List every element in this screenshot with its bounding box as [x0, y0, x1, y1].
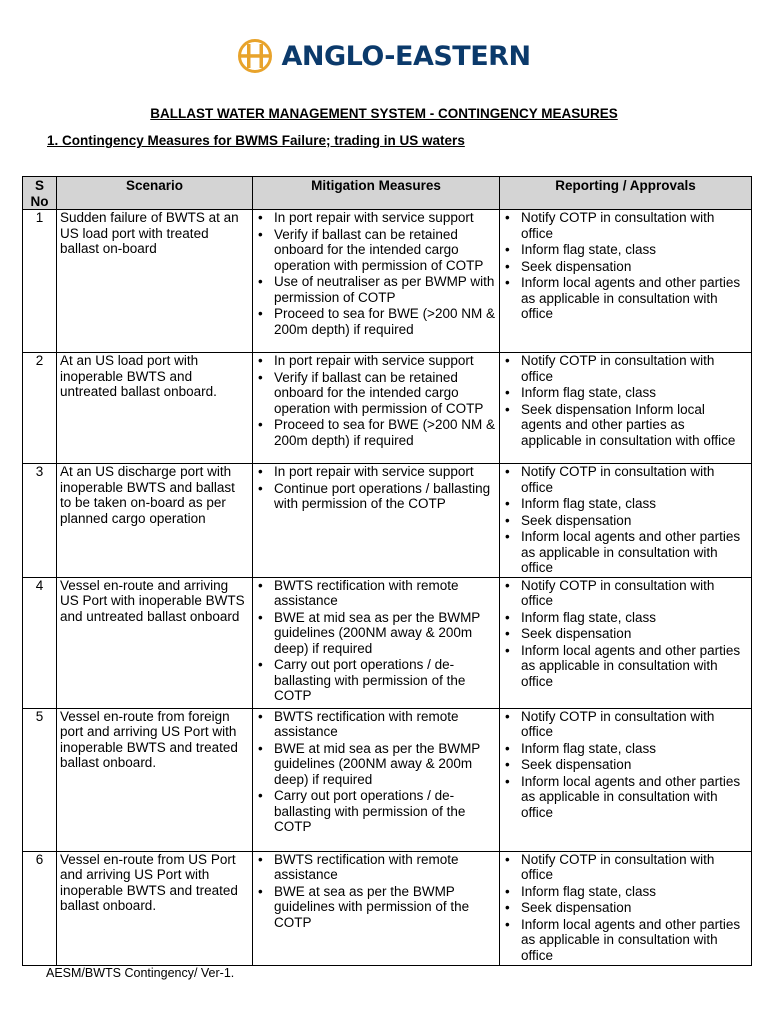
scenario-cell: Sudden failure of BWTS at an US load port with treated ballast on-board	[57, 210, 253, 353]
mitigation-item: • BWTS rectification with remote assistance	[256, 852, 496, 883]
reporting-item: • Inform flag state, class	[503, 884, 748, 900]
reporting-list	[503, 210, 748, 322]
reporting-item: • Inform local agents and other parties as applicable in consultation with office	[503, 275, 748, 322]
reporting-list	[503, 464, 748, 576]
reporting-item: • Notify COTP in consultation with office	[503, 353, 748, 384]
mitigation-item: • In port repair with service support	[256, 353, 496, 369]
reporting-cell	[500, 464, 752, 578]
mitigation-list	[256, 464, 496, 512]
row-number: 5	[23, 708, 57, 851]
mitigation-item: • In port repair with service support	[256, 464, 496, 480]
reporting-item: • Seek dispensation	[503, 259, 748, 275]
mitigation-list	[256, 210, 496, 337]
column-header-mitigation: Mitigation Measures	[253, 177, 500, 210]
mitigation-item: • Carry out port operations / de-ballasting with permission of the COTP	[256, 657, 496, 704]
anglo-eastern-mark-icon	[237, 38, 273, 74]
reporting-cell	[500, 353, 752, 464]
reporting-cell	[500, 210, 752, 353]
section-heading: 1. Contingency Measures for BWMS Failure; trading in US waters	[47, 133, 465, 148]
mitigation-item: • Verify if ballast can be retained onboard for the intended cargo operation with permission of COTP	[256, 227, 496, 274]
reporting-item: • Seek dispensation	[503, 900, 748, 916]
mitigation-list	[256, 353, 496, 448]
table-body	[23, 210, 752, 966]
mitigation-cell	[253, 708, 500, 851]
mitigation-cell	[253, 577, 500, 708]
logo-text: ANGLO-EASTERN	[281, 40, 531, 72]
scenario-cell: Vessel en-route from foreign port and arriving US Port with inoperable BWTS and treated ballast onboard.	[57, 708, 253, 851]
column-header-sno: S No	[23, 177, 57, 210]
mitigation-item: • Use of neutraliser as per BWMP with permission of COTP	[256, 274, 496, 305]
table-row	[23, 851, 752, 965]
reporting-cell	[500, 708, 752, 851]
table-row	[23, 353, 752, 464]
mitigation-list	[256, 852, 496, 931]
mitigation-cell	[253, 210, 500, 353]
mitigation-item: • BWE at mid sea as per the BWMP guidelines (200NM away & 200m deep) if required	[256, 610, 496, 657]
row-number: 2	[23, 353, 57, 464]
reporting-item: • Inform flag state, class	[503, 242, 748, 258]
reporting-item: • Notify COTP in consultation with office	[503, 709, 748, 740]
reporting-list	[503, 709, 748, 821]
reporting-item: • Notify COTP in consultation with office	[503, 210, 748, 241]
mitigation-item: • BWTS rectification with remote assistance	[256, 709, 496, 740]
reporting-item: • Seek dispensation	[503, 513, 748, 529]
reporting-item: • Seek dispensation	[503, 626, 748, 642]
reporting-list	[503, 852, 748, 964]
company-logo	[0, 36, 768, 76]
mitigation-item: • BWTS rectification with remote assistance	[256, 578, 496, 609]
column-header-reporting: Reporting / Approvals	[500, 177, 752, 210]
mitigation-cell	[253, 353, 500, 464]
reporting-item: • Inform local agents and other parties as applicable in consultation with office	[503, 643, 748, 690]
row-number: 3	[23, 464, 57, 578]
table-row	[23, 577, 752, 708]
table-header-row	[23, 177, 752, 210]
footer-version: AESM/BWTS Contingency/ Ver-1.	[46, 966, 235, 980]
scenario-cell: At an US load port with inoperable BWTS and untreated ballast onboard.	[57, 353, 253, 464]
reporting-item: • Notify COTP in consultation with office	[503, 852, 748, 883]
row-number: 6	[23, 851, 57, 965]
scenario-cell: Vessel en-route and arriving US Port with inoperable BWTS and untreated ballast onboard	[57, 577, 253, 708]
scenario-cell: Vessel en-route from US Port and arriving US Port with inoperable BWTS and treated ballast onboard.	[57, 851, 253, 965]
reporting-list	[503, 578, 748, 690]
mitigation-list	[256, 709, 496, 835]
reporting-item: • Inform flag state, class	[503, 741, 748, 757]
mitigation-item: • BWE at mid sea as per the BWMP guidelines (200NM away & 200m deep) if required	[256, 741, 496, 788]
reporting-item: • Inform flag state, class	[503, 496, 748, 512]
mitigation-item: • Proceed to sea for BWE (>200 NM & 200m depth) if required	[256, 306, 496, 337]
mitigation-list	[256, 578, 496, 704]
reporting-item: • Inform local agents and other parties as applicable in consultation with office	[503, 529, 748, 576]
reporting-item: • Seek dispensation	[503, 757, 748, 773]
row-number: 4	[23, 577, 57, 708]
reporting-item: • Inform flag state, class	[503, 385, 748, 401]
reporting-cell	[500, 577, 752, 708]
mitigation-cell	[253, 464, 500, 578]
reporting-list	[503, 353, 748, 448]
column-header-scenario: Scenario	[57, 177, 253, 210]
mitigation-item: • In port repair with service support	[256, 210, 496, 226]
table-row	[23, 464, 752, 578]
document-title: BALLAST WATER MANAGEMENT SYSTEM - CONTINGENCY MEASURES	[150, 106, 618, 121]
row-number: 1	[23, 210, 57, 353]
mitigation-item: • Carry out port operations / de-ballasting with permission of the COTP	[256, 788, 496, 835]
scenario-cell: At an US discharge port with inoperable BWTS and ballast to be taken on-board as per planned cargo operation	[57, 464, 253, 578]
mitigation-item: • Continue port operations / ballasting with permission of the COTP	[256, 481, 496, 512]
reporting-item: • Inform local agents and other parties as applicable in consultation with office	[503, 917, 748, 964]
reporting-item: • Inform local agents and other parties as applicable in consultation with office	[503, 774, 748, 821]
contingency-table	[22, 176, 752, 966]
reporting-cell	[500, 851, 752, 965]
reporting-item: • Inform flag state, class	[503, 610, 748, 626]
reporting-item: • Notify COTP in consultation with office	[503, 578, 748, 609]
reporting-item: • Seek dispensation Inform local agents and other parties as applicable in consultation with office	[503, 402, 748, 449]
table-row	[23, 708, 752, 851]
table-row	[23, 210, 752, 353]
mitigation-cell	[253, 851, 500, 965]
mitigation-item: • Proceed to sea for BWE (>200 NM & 200m depth) if required	[256, 417, 496, 448]
mitigation-item: • BWE at sea as per the BWMP guidelines with permission of the COTP	[256, 884, 496, 931]
mitigation-item: • Verify if ballast can be retained onboard for the intended cargo operation with permission of COTP	[256, 370, 496, 417]
reporting-item: • Notify COTP in consultation with office	[503, 464, 748, 495]
